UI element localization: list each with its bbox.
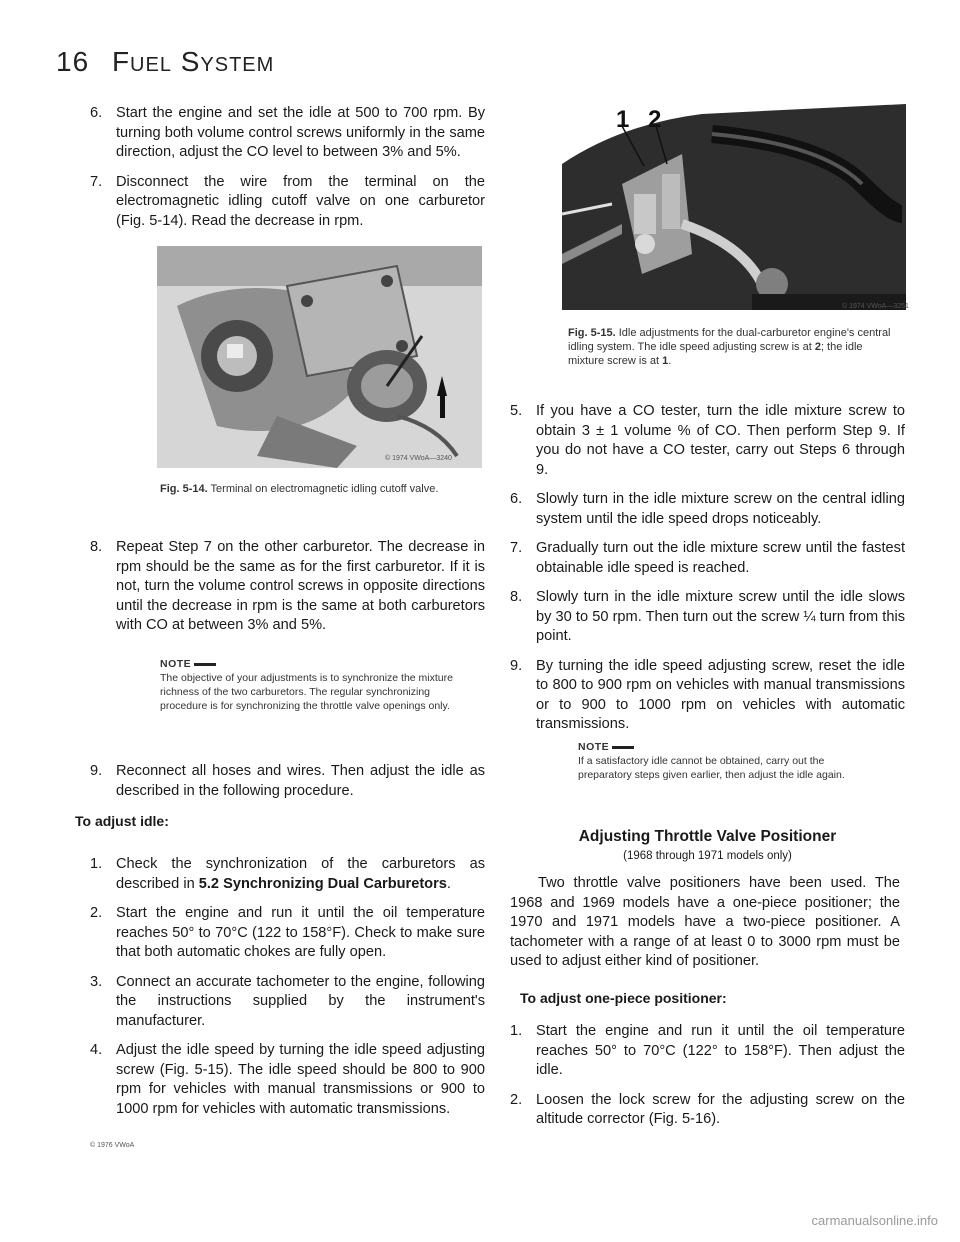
figure-5-15-caption: Fig. 5-15. Idle adjustments for the dual-carburetor engine's central idling system. The idle speed adjusting screw is at 2; the idle mixture screw is at 1.: [568, 327, 891, 367]
figure-5-14-credit: © 1974 VWoA—3240: [385, 455, 452, 462]
left-column-top: [90, 104, 485, 241]
left-note: NOTE The objective of your adjustments is to synchronize the mixture richness of the two carburetors. The regular synchronizing procedure is for synchronizing the throttle valve openings only.: [160, 657, 465, 713]
step-7: 7. Disconnect the wire from the terminal on the electromagnetic idling cutoff valve on one carburetor (Fig. 5-14). Read the decrease in rpm.: [90, 173, 485, 229]
positioner-intro: Two throttle valve positioners have been used. The 1968 and 1969 models have a one-piece positioner; the 1970 and 1971 models have a two-piece positioner. A tachometer with a range of at least 0 to 3000 rpm must be used to adjust either kind of positioner.: [510, 875, 900, 969]
subhead-one-piece-positioner: To adjust one-piece positioner:: [520, 990, 727, 1006]
left-column-middle: [90, 538, 485, 646]
step-7-right: 7. Gradually turn out the idle mixture screw until the fastest obtainable idle speed is reached.: [510, 540, 905, 576]
copyright-note: © 1976 VWoA: [90, 1142, 135, 1149]
figure-5-14-photo: [157, 246, 482, 468]
callout-1: 1: [616, 106, 630, 133]
figure-5-15-credit: © 1974 VWoA—3251: [842, 303, 909, 310]
step-9: 9. Reconnect all hoses and wires. Then adjust the idle as described in the following procedure.: [90, 763, 485, 799]
page-number: 16: [56, 46, 90, 77]
step-6: 6. Start the engine and set the idle at 500 to 700 rpm. By turning both volume control screws uniformly in the same direction, adjust the CO level to between 3% and 5%.: [90, 105, 485, 160]
step-5-right: 5. If you have a CO tester, turn the idle mixture screw to obtain 3 ± 1 volume % of CO. Then perform Step 9. If you do not have a CO tester, carry out Steps 6 through 9.: [510, 403, 905, 478]
idle-step-4: 4. Adjust the idle speed by turning the idle speed adjusting screw (Fig. 5-15). The idle speed should be 800 to 900 rpm for vehicles with manual transmissions or 900 to 1000 rpm for vehicles with automatic transmissions.: [90, 1042, 485, 1117]
figure-5-15-photo: [562, 104, 906, 310]
idle-step-3: 3. Connect an accurate tachometer to the engine, following the instructions supplied by the instrument's manufacturer.: [90, 973, 485, 1029]
right-column-steps: [510, 402, 905, 745]
idle-step-1: 1. Check the synchronization of the carburetors as described in 5.2 Synchronizing Dual Carburetors.: [90, 856, 485, 892]
positioner-step-2: 2. Loosen the lock screw for the adjusting screw on the altitude corrector (Fig. 5-16).: [510, 1091, 905, 1127]
step-6-right: 6. Slowly turn in the idle mixture screw on the central idling system until the idle speed drops noticeably.: [510, 491, 905, 527]
idle-step-2: 2. Start the engine and run it until the oil temperature reaches 50° to 70°C (122 to 158°F). Check to make sure that both automatic chokes are fully open.: [90, 905, 485, 960]
figure-5-14-caption: Fig. 5-14. Terminal on electromagnetic idling cutoff valve.: [160, 483, 439, 495]
idle-procedure: [90, 855, 485, 1129]
step-8: 8. Repeat Step 7 on the other carburetor. The decrease in rpm should be the same as for the first carburetor. If it is not, turn the volume control screws in opposite directions until the decrease in rpm is the same at both carburetors with CO at between 3% and 5%.: [90, 539, 485, 633]
positioner-steps: [510, 1022, 905, 1140]
page-header: [56, 46, 274, 78]
positioner-step-1: 1. Start the engine and run it until the oil temperature reaches 50° to 70°C (122° to 158°F). Then adjust the idle.: [510, 1023, 905, 1078]
right-note: NOTE If a satisfactory idle cannot be obtained, carry out the preparatory steps given earlier, then adjust the idle again.: [578, 740, 848, 782]
section-heading-subtitle: (1968 through 1971 models only): [623, 850, 792, 862]
section-heading-throttle-valve-positioner: Adjusting Throttle Valve Positioner: [578, 828, 837, 845]
chapter-title: Fuel System: [111, 46, 275, 77]
left-column-lower: [90, 762, 485, 811]
carburetor-illustration: [157, 246, 482, 468]
step-9-right: 9. By turning the idle speed adjusting screw, reset the idle to 800 to 900 rpm on vehicles with manual transmissions or to 900 to 1000 rpm on vehicles with automatic transmissions.: [510, 657, 905, 732]
idle-adjustment-illustration: [562, 104, 906, 310]
subhead-adjust-idle: To adjust idle:: [75, 813, 169, 829]
step-8-right: 8. Slowly turn in the idle mixture screw until the idle slows by 30 to 50 rpm. Then turn out the screw ¼ turn from this point.: [510, 589, 905, 644]
callout-2: 2: [648, 106, 662, 133]
site-watermark: carmanualsonline.info: [811, 1213, 938, 1228]
